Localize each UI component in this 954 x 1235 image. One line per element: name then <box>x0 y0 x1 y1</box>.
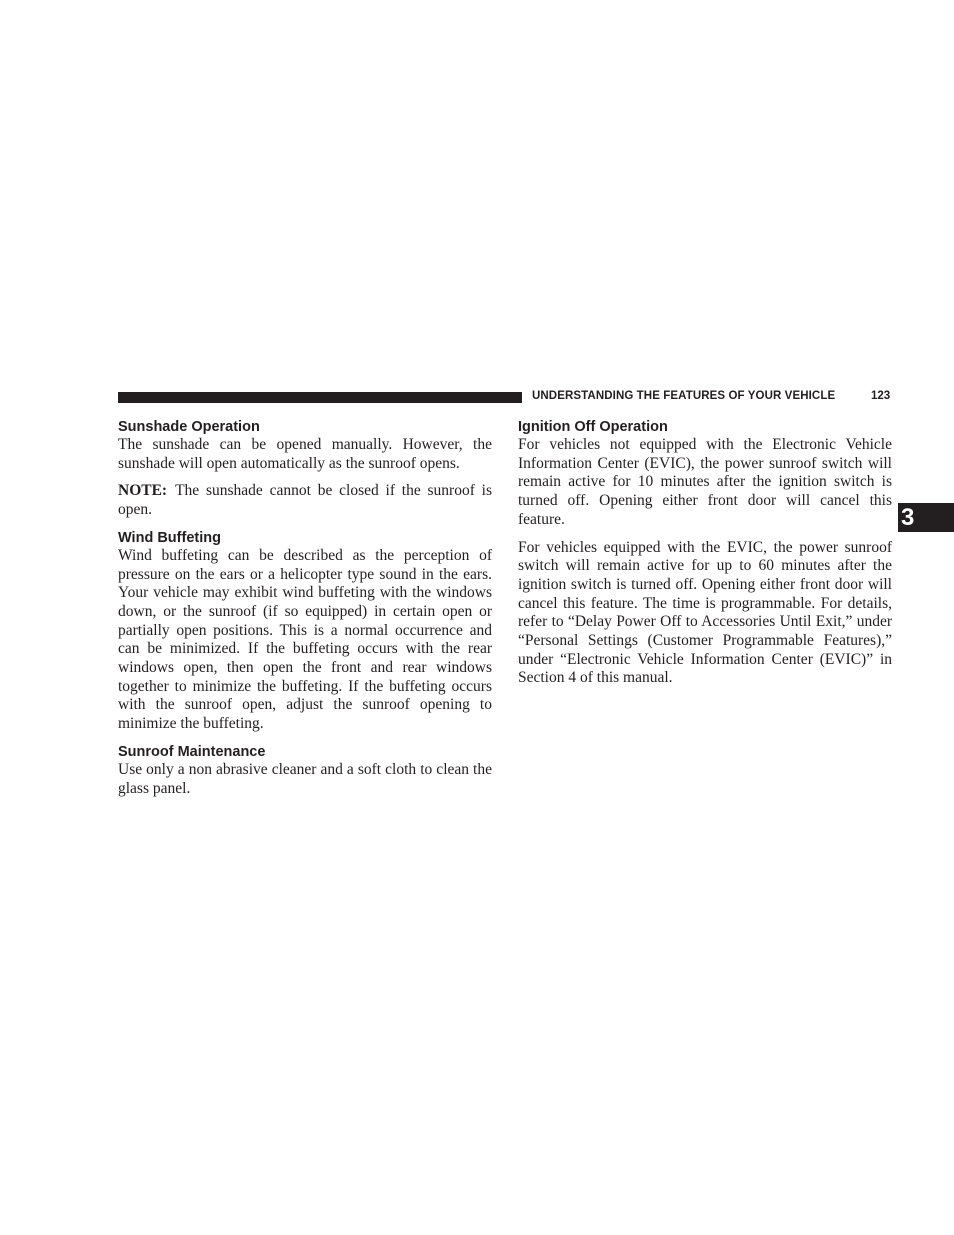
section-sunshade-operation <box>118 418 492 520</box>
page-number: 123 <box>871 390 891 402</box>
heading-wind-buffeting: Wind Buffeting <box>118 529 221 546</box>
paragraph-ignition-no-evic: For vehicles not equipped with the Electronic Vehicle Information Center (EVIC), the power sunroof switch will remain active for 10 minutes after the ignition switch is turned off. Opening either front door will cancel this feature. <box>518 436 892 528</box>
note-sunshade <box>118 482 492 519</box>
paragraph-wind-buffeting: Wind buffeting can be described as the perception of pressure on the ears or a helicopter type sound in the ears. Your vehicle may exhibit wind buffeting with the windows down, or the sunroof (if so equipped) in certain open or partially open positions. This is a normal occurrence and can be minimized. If the buffeting occurs with the rear windows open, then open the front and rear windows together to minimize the buffeting. If the buffeting occurs with the sunroof open, adjust the sunroof opening to minimize the buffeting. <box>118 546 492 733</box>
note-text: The sunshade cannot be closed if the sunroof is open. <box>118 482 492 519</box>
paragraph-sunshade: The sunshade can be opened manually. However, the sunshade will open automatically as the sunroof opens. <box>118 436 492 472</box>
heading-sunshade-operation: Sunshade Operation <box>118 419 260 435</box>
section-wind-buffeting <box>118 529 492 734</box>
header-bar <box>118 392 522 403</box>
chapter-tab: 3 <box>898 503 954 532</box>
section-sunroof-maintenance <box>118 743 492 798</box>
heading-sunroof-maintenance: Sunroof Maintenance <box>118 743 266 760</box>
right-column <box>518 418 892 688</box>
left-column <box>118 418 492 798</box>
running-header-title: UNDERSTANDING THE FEATURES OF YOUR VEHICLE <box>532 390 836 402</box>
paragraph-sunroof-maintenance: Use only a non abrasive cleaner and a soft cloth to clean the glass panel. <box>118 760 492 797</box>
heading-ignition-off-operation: Ignition Off Operation <box>518 419 668 435</box>
paragraph-ignition-evic: For vehicles equipped with the EVIC, the power sunroof switch will remain active for up to 60 minutes after the ignition switch is turned off. Opening either front door will cancel this feature. The time is programmable. For details, refer to “Delay Power Off to Accessories Until Exit,” under “Personal Settings (Customer Programmable Features),” under “Electronic Vehicle Information Center (EVIC)” in Section 4 of this manual. <box>518 538 892 687</box>
section-ignition-off-operation <box>518 418 892 688</box>
note-label: NOTE: <box>118 482 168 500</box>
